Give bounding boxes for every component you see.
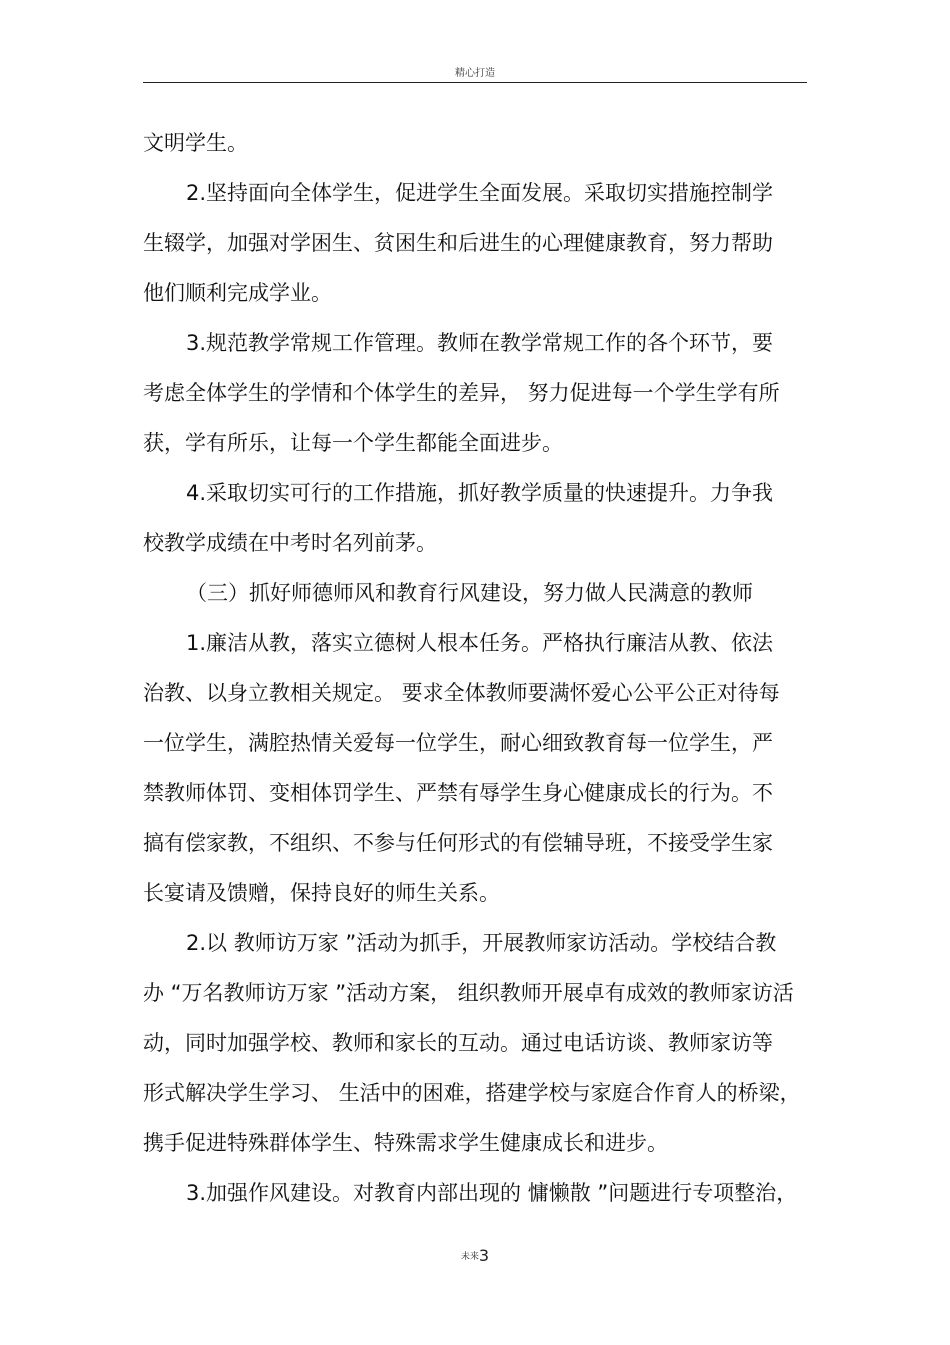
- text-line: 获，学有所乐，让每一个学生都能全面进步。: [143, 431, 563, 455]
- text-line: 2.坚持面向全体学生，促进学生全面发展。采取切实措施控制学: [186, 181, 774, 205]
- text-line: 考虑全体学生的学情和个体学生的差异， 努力促进每一个学生学有所: [143, 381, 780, 405]
- page-footer: [0, 1246, 950, 1265]
- text-line: 形式解决学生学习、 生活中的困难，搭建学校与家庭合作育人的桥梁，: [143, 1081, 801, 1105]
- text-line: 1.廉洁从教，落实立德树人根本任务。严格执行廉洁从教、依法: [186, 631, 774, 655]
- document-body: [143, 118, 807, 1218]
- header-rule: [143, 82, 807, 83]
- text-line: 3.加强作风建设。对教育内部出现的 慵懒散 ”问题进行专项整治，: [186, 1181, 798, 1205]
- text-line: 治教、以身立教相关规定。 要求全体教师要满怀爱心公平公正对待每: [143, 681, 780, 705]
- text-line: 动，同时加强学校、教师和家长的互动。通过电话访谈、教师家访等: [143, 1031, 773, 1055]
- text-line: 校教学成绩在中考时名列前茅。: [143, 531, 437, 555]
- text-line: 文明学生。: [143, 131, 248, 155]
- text-line: 4.采取切实可行的工作措施，抓好教学质量的快速提升。力争我: [186, 481, 774, 505]
- text-line: 携手促进特殊群体学生、特殊需求学生健康成长和进步。: [143, 1131, 668, 1155]
- section-heading: （三）抓好师德师风和教育行风建设，努力做人民满意的教师: [186, 581, 753, 605]
- text-line: 3.规范教学常规工作管理。教师在教学常规工作的各个环节，要: [186, 331, 774, 355]
- text-line: 禁教师体罚、变相体罚学生、严禁有辱学生身心健康成长的行为。不: [143, 781, 773, 805]
- text-line: 搞有偿家教，不组织、不参与任何形式的有偿辅导班，不接受学生家: [143, 831, 773, 855]
- text-line: 办 “万名教师访万家 ”活动方案， 组织教师开展卓有成效的教师家访活: [143, 981, 794, 1005]
- text-line: 他们顺利完成学业。: [143, 281, 332, 305]
- text-line: 长宴请及馈赠，保持良好的师生关系。: [143, 881, 500, 905]
- page-header-title: 精心打造: [455, 68, 495, 79]
- text-line: 一位学生，满腔热情关爱每一位学生，耐心细致教育每一位学生，严: [143, 731, 773, 755]
- page-mark: 未来: [460, 1252, 479, 1262]
- text-line: 2.以 教师访万家 ”活动为抓手，开展教师家访活动。学校结合教: [186, 931, 777, 955]
- page-number: 3: [478, 1246, 490, 1265]
- text-line: 生辍学，加强对学困生、贫困生和后进生的心理健康教育，努力帮助: [143, 231, 773, 255]
